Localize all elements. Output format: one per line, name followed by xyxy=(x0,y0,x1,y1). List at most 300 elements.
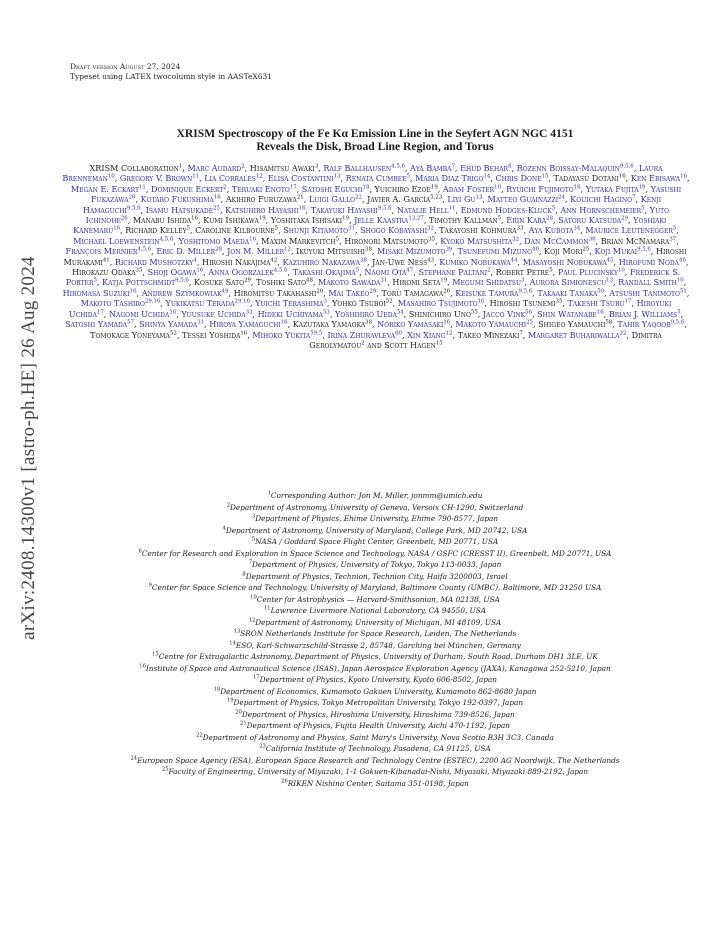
typeset-note: Typeset using LATEX twocolumn style in AASTeX631 xyxy=(70,72,273,81)
author-name-text: Hirofumi Noda xyxy=(618,256,680,267)
author-affiliation-mark: 29,16 xyxy=(144,298,161,305)
author-affiliation-mark: 50 xyxy=(597,288,605,295)
author-affiliation-mark: 19 xyxy=(440,277,448,284)
author-link[interactable] xyxy=(397,205,456,215)
author-name-text: Katja Pottschmidt xyxy=(102,277,176,288)
author-name-text: Kotaro Fukushima xyxy=(140,194,214,205)
author-link[interactable] xyxy=(495,173,548,183)
author-link[interactable] xyxy=(73,236,173,246)
affiliation-item xyxy=(55,697,695,709)
affiliation-item xyxy=(55,640,695,652)
author-name-text: Kumiko Nobukawa xyxy=(439,256,511,267)
affiliation-text: Center for Space Science and Technology, University of Maryland, Baltimore County (UMBC), Baltimore, MD 21250 USA xyxy=(151,583,602,592)
author-link[interactable] xyxy=(568,298,632,308)
author-link[interactable] xyxy=(609,309,681,319)
author-name-text: Kosuke Sato xyxy=(194,277,245,288)
author-affiliation-mark: 7 xyxy=(451,163,455,170)
author-link[interactable] xyxy=(208,267,287,277)
author-link[interactable] xyxy=(447,194,482,204)
author-name-text: Yoshihiro Ueda xyxy=(334,308,397,319)
author-affiliation-mark: 7 xyxy=(632,194,636,201)
author-affiliation-mark: 2 xyxy=(241,163,245,170)
author-name-text: Hiroshi Tsunemi xyxy=(489,298,556,309)
author-affiliation-mark: 38 xyxy=(365,319,373,326)
author-name xyxy=(72,267,142,277)
affiliation-number: 24 xyxy=(130,755,138,762)
author-link[interactable] xyxy=(415,173,490,183)
author-link[interactable] xyxy=(328,288,376,298)
author-name-text: Masahiro Tsujimoto xyxy=(397,298,478,309)
affiliation-text: Faculty of Engineering, University of Miyazaki, 1-1 Gakuen-Kibanadai-Nishi, Miyazaki, Miyazaki 889-2192, Japan xyxy=(168,767,589,776)
author-link[interactable] xyxy=(115,257,197,267)
affiliation-item xyxy=(55,571,695,583)
author-link[interactable] xyxy=(377,319,450,329)
affiliation-text: Department of Physics, Technion, Technion City, Haifa 3200003, Israel xyxy=(245,571,508,581)
author-link[interactable] xyxy=(418,267,490,277)
author-name-text: Naomi Ota xyxy=(364,267,407,278)
author-link[interactable] xyxy=(440,236,519,246)
author-affiliation-mark: 48 xyxy=(306,277,313,284)
author-affiliation-mark: 10 xyxy=(494,184,502,191)
author-link[interactable] xyxy=(302,184,370,194)
author-affiliation-mark: 49 xyxy=(221,288,229,295)
author-name-text: Luigi Gallo xyxy=(308,194,356,205)
author-affiliation-mark: 8 xyxy=(508,163,512,170)
author-affiliation-mark: 12 xyxy=(284,246,291,253)
author-link[interactable] xyxy=(293,267,360,277)
affiliation-text: Department of Physics, Kyoto University, Kyoto 606-8502, Japan xyxy=(259,675,497,684)
affiliation-number: 4 xyxy=(222,525,226,532)
author-affiliation-mark: 19 xyxy=(638,184,646,191)
author-link[interactable] xyxy=(528,330,627,340)
author-link[interactable] xyxy=(523,257,614,267)
affiliation-number: 6 xyxy=(138,548,142,555)
author-link[interactable] xyxy=(410,163,455,173)
author-link[interactable] xyxy=(188,163,245,173)
author-link[interactable] xyxy=(318,277,387,287)
author-affiliation-mark: 38 xyxy=(360,256,367,263)
author-name xyxy=(271,215,349,225)
author-link[interactable] xyxy=(618,277,684,287)
author-affiliation-mark: 54 xyxy=(396,309,404,315)
author-link[interactable] xyxy=(364,267,413,277)
author-name-text: Dimitra Gerolymatou xyxy=(309,329,662,350)
affiliation-item xyxy=(55,651,695,663)
author-link[interactable] xyxy=(109,309,176,319)
author-name-text: Brian J. Williams xyxy=(608,308,678,319)
author-name-text: Misaki Mizumoto xyxy=(377,246,446,257)
author-link[interactable] xyxy=(283,225,355,235)
author-name-text: Chris Done xyxy=(495,173,542,184)
author-link[interactable] xyxy=(151,184,227,194)
author-affiliation-mark: 3 xyxy=(521,277,525,284)
author-affiliation-mark: 46 xyxy=(679,256,686,263)
author-link[interactable] xyxy=(146,205,220,215)
author-name-text: Kenji Hamaguchi xyxy=(82,194,662,215)
author-link[interactable] xyxy=(407,330,452,340)
author-name-text: Natalie Hell xyxy=(396,204,449,215)
author-link[interactable] xyxy=(558,267,625,277)
author-name xyxy=(195,225,278,235)
author-name-text: Takaaki Tanaka xyxy=(537,287,598,298)
author-link[interactable] xyxy=(258,309,330,319)
affiliation-number: 10 xyxy=(250,594,257,601)
author-name-text: Elisa Costantini xyxy=(267,173,334,184)
affiliation-item xyxy=(55,755,695,767)
author-name-text: Satoshi Eguchi xyxy=(301,183,363,194)
author-link[interactable] xyxy=(141,194,221,204)
author-name-text: Tsunefumi Mizuno xyxy=(457,246,533,257)
affiliation-text: Department of Astronomy, University of Geneva, Versoix CH-1290, Switzerland xyxy=(230,502,524,512)
author-affiliation-mark: 35 xyxy=(135,267,143,274)
author-affiliation-mark: 20 xyxy=(128,194,136,201)
affiliation-item xyxy=(55,525,695,537)
author-name-text: Matteo Guainazzi xyxy=(487,194,559,205)
author-link[interactable] xyxy=(142,288,229,298)
author-name xyxy=(601,236,676,246)
author-link[interactable] xyxy=(354,215,424,225)
author-link[interactable] xyxy=(439,257,517,267)
author-affiliation-mark: 42 xyxy=(270,256,278,263)
author-link[interactable] xyxy=(65,319,134,329)
affiliation-text: Department of Physics, Tokyo Metropolitan University, Tokyo 192-0397, Japan xyxy=(233,698,524,707)
author-name-text: Marc Audard xyxy=(187,163,242,173)
author-name-text: Ann Hornschemeier xyxy=(560,204,642,215)
author-link[interactable] xyxy=(609,288,687,298)
author-link[interactable] xyxy=(560,205,644,215)
author-link[interactable] xyxy=(488,194,565,204)
author-link[interactable] xyxy=(524,236,595,246)
author-affiliation-mark: 4,5,6 xyxy=(137,246,152,253)
author-link[interactable] xyxy=(102,277,189,287)
author-name-text: Shigeo Yamauchi xyxy=(538,319,606,330)
draft-header xyxy=(70,62,272,82)
author-name xyxy=(458,330,523,340)
affiliation-number: 5 xyxy=(251,536,256,543)
author-affiliation-mark: 57 xyxy=(127,319,134,326)
author-link[interactable] xyxy=(63,288,137,298)
author-link[interactable] xyxy=(594,246,650,256)
author-name-text: Paul Plucinsky xyxy=(557,267,618,278)
author-affiliation-mark: 16 xyxy=(240,329,248,336)
author-name-text: Yuto Ichinohe xyxy=(85,204,670,226)
author-name-text: Shinichiro Uno xyxy=(408,308,471,319)
author-link[interactable] xyxy=(309,194,362,204)
author-affiliation-mark: 2 xyxy=(361,340,365,347)
author-name-text: Margaret Buhariwalla xyxy=(527,329,620,340)
author-affiliation-mark: 33 xyxy=(245,309,253,315)
author-link[interactable] xyxy=(537,288,604,298)
author-link[interactable] xyxy=(443,184,501,194)
author-name-text: Hironori Matsumoto xyxy=(344,235,429,246)
author-link[interactable] xyxy=(517,163,634,173)
author-name-text: Kazuhiro Nakazawa xyxy=(282,256,361,267)
affiliation-text: Center for Astrophysics — Harvard-Smithsonian, MA 02138, USA xyxy=(256,594,500,604)
author-affiliation-mark: 52 xyxy=(170,329,177,336)
author-name-text: Takayoshi Kohmura xyxy=(439,225,517,236)
affiliation-text: Department of Physics, Ehime University, Ehime 790-8577, Japan xyxy=(255,514,499,523)
author-link[interactable] xyxy=(460,163,511,173)
author-link[interactable] xyxy=(377,246,452,256)
author-link[interactable] xyxy=(227,246,291,256)
author-affiliation-mark: 5 xyxy=(551,204,556,211)
author-link[interactable] xyxy=(617,319,684,329)
author-link[interactable] xyxy=(457,246,538,256)
author-affiliation-mark: 4,5,6 xyxy=(391,163,405,170)
affiliation-number: 8 xyxy=(242,571,246,578)
author-name-text: Timothy Kallman xyxy=(429,215,498,226)
author-link[interactable] xyxy=(346,173,410,183)
author-name-text: Erin Kara xyxy=(506,215,547,226)
author-link[interactable] xyxy=(558,215,628,225)
author-affiliation-mark: 18 xyxy=(362,184,370,191)
author-link[interactable] xyxy=(71,184,146,194)
author-affiliation-mark: 35 xyxy=(428,236,436,243)
author-affiliation-mark: 9,5,6 xyxy=(377,204,392,211)
affiliation-text: Lawrence Livermore National Laboratory, CA 94550, USA xyxy=(270,606,487,615)
author-name xyxy=(381,288,450,298)
author-affiliation-mark: 33 xyxy=(516,225,524,232)
author-name-text: Kyoko Matsushita xyxy=(440,235,513,246)
author-affiliation-mark: 9,5,6 xyxy=(670,319,685,326)
author-link[interactable] xyxy=(506,184,580,194)
author-name-text: Shunji Kitamoto xyxy=(283,225,349,236)
author-link[interactable] xyxy=(461,205,556,215)
author-link[interactable] xyxy=(81,298,161,308)
author-name xyxy=(90,330,177,340)
author-name-text: Gregory V. Brown xyxy=(119,173,193,184)
author-link[interactable] xyxy=(530,277,613,287)
author-link[interactable] xyxy=(166,298,250,308)
author-link[interactable] xyxy=(570,194,635,204)
author-link[interactable] xyxy=(120,173,199,183)
author-name-text: Ehud Behar xyxy=(460,163,509,173)
author-affiliation-mark: 38 xyxy=(365,246,372,253)
author-link[interactable] xyxy=(529,225,581,235)
author-affiliation-mark: 5 xyxy=(355,267,360,274)
author-link[interactable] xyxy=(537,309,604,319)
author-affiliation-mark: 5 xyxy=(672,225,677,232)
author-link[interactable] xyxy=(156,246,222,256)
author-name-text: Jacco Vink xyxy=(482,308,526,319)
author-link[interactable] xyxy=(209,319,287,329)
author-name xyxy=(256,277,313,287)
author-affiliation-mark: 11 xyxy=(448,204,456,211)
author-link[interactable] xyxy=(204,173,262,183)
author-affiliation-mark: 45 xyxy=(606,256,614,263)
author-link[interactable] xyxy=(323,163,404,173)
author-affiliation-mark: 26 xyxy=(120,215,128,222)
author-name-text: Richard Mushotzky xyxy=(114,256,194,267)
author-name-text: Megumi Shidatsu xyxy=(452,277,522,288)
author-link[interactable] xyxy=(327,330,402,340)
author-name-text: Noriko Yamasaki xyxy=(377,319,444,330)
affiliation-item xyxy=(55,663,695,675)
author-name-text: Yasushi Fukazawa xyxy=(90,183,682,205)
author-link[interactable] xyxy=(631,173,687,183)
author-name-text: Hiroshi Murakami xyxy=(63,246,687,267)
author-affiliation-mark: 5 xyxy=(497,215,502,222)
author-affiliation-mark: 16 xyxy=(680,173,687,180)
author-name xyxy=(392,277,447,287)
author-name-text: Maria Diaz Trigo xyxy=(415,173,484,184)
author-name-text: Takeo Minezaki xyxy=(457,329,520,340)
affiliation-number: 3 xyxy=(251,513,256,520)
author-name-text: Ikuyuki Mitsuishi xyxy=(296,246,366,257)
author-name-text: Teruaki Enoto xyxy=(231,183,290,194)
author-link[interactable] xyxy=(585,225,676,235)
author-affiliation-mark: 16 xyxy=(477,298,485,305)
affiliation-item xyxy=(55,548,695,560)
author-link[interactable] xyxy=(268,173,341,183)
author-affiliation-mark: 9,5,6 xyxy=(175,277,189,284)
author-affiliation-mark: 36 xyxy=(588,236,596,243)
author-link[interactable] xyxy=(455,288,532,298)
title-line-2: Reveals the Disk, Broad Line Region, and Torus xyxy=(256,140,494,153)
author-link[interactable] xyxy=(398,298,485,308)
author-affiliation-mark: 16 xyxy=(618,173,626,180)
author-affiliation-mark: 22 xyxy=(355,194,362,201)
author-affiliation-mark: 13 xyxy=(333,173,341,180)
author-name xyxy=(544,246,589,256)
author-link[interactable] xyxy=(335,309,404,319)
author-name-text: Aya Bamba xyxy=(410,163,452,173)
author-name-text: Adam Foster xyxy=(442,183,495,194)
author-affiliation-mark: 29,16 xyxy=(234,298,250,305)
author-link[interactable] xyxy=(232,184,297,194)
author-affiliation-mark: 11 xyxy=(138,184,146,191)
author-name xyxy=(296,246,372,256)
author-affiliation-mark: 9,5,6 xyxy=(619,163,634,170)
affiliation-item xyxy=(55,732,695,744)
author-link[interactable] xyxy=(455,319,533,329)
author-name-text: François Mernier xyxy=(65,246,138,257)
author-affiliation-mark: 47 xyxy=(406,267,414,274)
arxiv-id-text: arXiv:2408.14300v1 [astro-ph.HE] 26 Aug 2024 xyxy=(18,256,39,640)
author-name-text: Xin Xiang xyxy=(407,329,446,340)
author-name-text: Tessei Yoshida xyxy=(182,329,241,340)
author-link[interactable] xyxy=(619,257,686,267)
author-name xyxy=(496,267,553,277)
author-affiliation-mark: 53 xyxy=(322,309,330,315)
author-name-text: Maurice Leutenegger xyxy=(585,225,673,236)
author-affiliation-mark: 32 xyxy=(427,225,434,232)
affiliation-text: Department of Astronomy, University of Maryland, College Park, MD 20742, USA xyxy=(225,525,528,535)
author-name-text: Hisamitsu Awaki xyxy=(249,163,315,173)
author-link[interactable] xyxy=(148,267,204,277)
author-name-text: Hiroya Yamaguchi xyxy=(209,319,281,330)
author-link[interactable] xyxy=(65,246,151,256)
author-affiliation-mark: 32 xyxy=(512,236,520,243)
author-name xyxy=(261,236,339,246)
author-affiliation-mark: 39 xyxy=(445,246,453,253)
affiliation-number: 7 xyxy=(248,559,252,566)
author-link[interactable] xyxy=(586,184,646,194)
author-link[interactable] xyxy=(139,319,204,329)
author-name-text: Lia Corrales xyxy=(204,173,256,184)
author-name-text: Richard Kelley xyxy=(125,225,187,236)
author-affiliation-mark: 5 xyxy=(406,173,410,180)
author-affiliation-mark: 25 xyxy=(582,246,590,253)
affiliation-text: Corresponding Author: Jon M. Miller, jonmm@umich.edu xyxy=(270,491,483,500)
author-name xyxy=(554,173,626,183)
author-affiliation-mark: 28 xyxy=(546,215,553,222)
author-name xyxy=(367,194,442,204)
author-link[interactable] xyxy=(282,257,367,267)
arxiv-side-stamp xyxy=(14,208,44,688)
author-affiliation-mark: 16 xyxy=(196,267,204,274)
author-affiliation-mark: 16 xyxy=(129,288,137,295)
author-affiliation-mark: 19 xyxy=(430,184,438,191)
affiliation-number: 20 xyxy=(235,709,242,716)
affiliation-text: Institute of Space and Astronautical Science (ISAS), Japan Aerospace Exploration Agency (JAXA), Kanagawa 252-5210, Japan xyxy=(145,663,611,673)
author-affiliation-mark: 5 xyxy=(677,309,681,315)
author-link[interactable] xyxy=(311,205,392,215)
author-link[interactable] xyxy=(181,309,252,319)
author-name xyxy=(384,340,442,350)
author-name-text: Makoto Tashiro xyxy=(80,298,145,309)
author-name-text: Randall Smith xyxy=(618,277,677,288)
author-link[interactable] xyxy=(255,298,327,308)
author-link[interactable] xyxy=(483,309,532,319)
author-name-text: Toru Tamagawa xyxy=(381,287,444,298)
author-affiliation-mark: 16 xyxy=(443,319,451,326)
author-affiliation-mark: 17 xyxy=(289,184,297,191)
author-affiliation-mark: 60 xyxy=(395,329,402,336)
author-affiliation-mark: 16 xyxy=(298,204,306,211)
author-name-text: XRISM Collaboration xyxy=(89,163,179,173)
author-link[interactable] xyxy=(506,215,553,225)
affiliation-number: 18 xyxy=(213,686,221,693)
author-affiliation-mark: 34 xyxy=(573,225,581,232)
author-name-text: Yohko Tsuboi xyxy=(332,298,386,309)
author-name-text: Satoru Katsuda xyxy=(558,215,622,226)
author-affiliation-mark: 16 xyxy=(113,225,121,232)
affiliation-number: 19 xyxy=(226,697,234,704)
author-affiliation-mark: 16 xyxy=(191,215,198,222)
author-name-text: Yoshitomo Maeda xyxy=(178,235,250,246)
author-name-text: Isamu Hatsukade xyxy=(145,204,214,215)
author-affiliation-mark: 5 xyxy=(186,225,190,232)
author-link[interactable] xyxy=(225,205,305,215)
affiliation-number: 14 xyxy=(229,640,236,647)
author-name-text: Hiromasa Suzuki xyxy=(62,287,130,298)
author-name-text: Jelle Kaastra xyxy=(354,215,409,226)
author-name-text: Mihoko Yukita xyxy=(252,329,311,340)
author-link[interactable] xyxy=(252,330,322,340)
affiliation-item xyxy=(55,766,695,778)
affiliation-number: 16 xyxy=(139,663,146,670)
author-name-text: Renata Cumbee xyxy=(345,173,407,184)
author-affiliation-mark: 7 xyxy=(519,329,523,336)
author-affiliation-mark: 17 xyxy=(96,309,104,315)
author-name-text: Akihiro Furuzawa xyxy=(225,194,297,205)
author-affiliation-mark: 22 xyxy=(619,329,627,336)
affiliation-text: Department of Physics, Fujita Health University, Aichi 470-1192, Japan xyxy=(246,721,510,730)
affiliation-number: 1 xyxy=(267,490,271,497)
author-name-text: Tomokage Yoneyama xyxy=(90,329,170,340)
author-name xyxy=(125,225,190,235)
author-name-text: Andrew Szymkowiak xyxy=(141,287,222,298)
author-name-text: Javier A. García xyxy=(367,194,431,205)
author-link[interactable] xyxy=(178,236,256,246)
author-link[interactable] xyxy=(360,225,434,235)
author-name xyxy=(293,319,372,329)
author-name-text: Masayoshi Nobukawa xyxy=(522,256,607,267)
author-link[interactable] xyxy=(452,277,524,287)
author-affiliation-mark: 43 xyxy=(427,256,435,263)
author-name-text: Keisuke Tamura xyxy=(455,287,519,298)
